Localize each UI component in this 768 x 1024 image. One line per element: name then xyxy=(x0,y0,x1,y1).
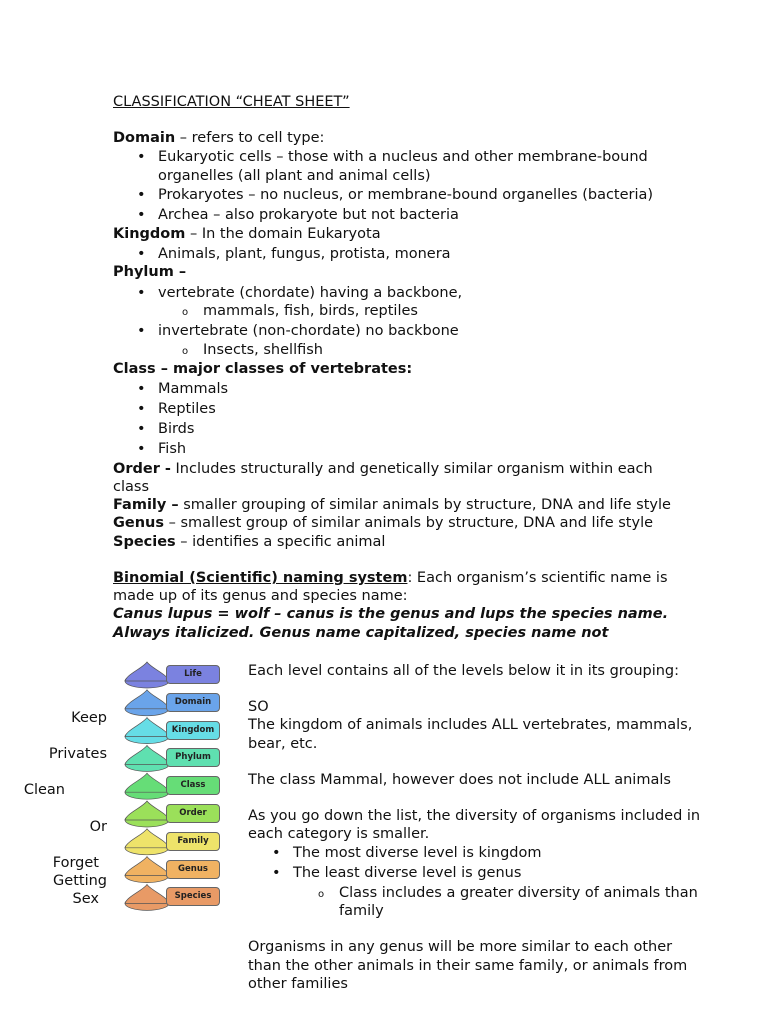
taxonomy-level-label: Family xyxy=(166,832,220,851)
order-heading xyxy=(113,460,653,479)
mnemonic-word: Getting xyxy=(53,873,107,889)
explain-kingdom: The kingdom of animals includes ALL vertebrates, mammals, xyxy=(248,717,693,733)
taxonomy-level-label: Order xyxy=(166,804,220,823)
binomial-heading xyxy=(113,569,668,588)
explain-class: The class Mammal, however does not include ALL animals xyxy=(248,772,671,788)
mnemonic-word: Clean xyxy=(23,782,65,798)
order-desc: Includes structurally and genetically similar organism within each xyxy=(170,461,653,477)
order-term: Order - xyxy=(113,461,171,477)
mnemonic-word: Forget xyxy=(52,855,99,871)
domain-heading xyxy=(113,129,324,148)
phylum-heading xyxy=(113,263,186,282)
class-heading xyxy=(113,360,412,379)
level-cone xyxy=(125,884,169,903)
level-cone xyxy=(125,662,169,681)
taxonomy-diagram xyxy=(120,658,230,918)
order-desc-continuation: class xyxy=(113,479,149,495)
page-title: CLASSIFICATION “CHEAT SHEET” xyxy=(113,94,350,110)
explain-kingdom-cont: bear, etc. xyxy=(248,736,318,752)
family-desc: smaller grouping of similar animals by structure, DNA and life style xyxy=(178,497,671,513)
family-heading xyxy=(113,496,671,515)
genus-desc: – smallest group of similar animals by structure, DNA and life style xyxy=(164,515,654,531)
explain-genus-cont2: other families xyxy=(248,976,348,988)
mnemonic-word: Or xyxy=(89,819,107,835)
taxonomy-shapes xyxy=(120,658,170,918)
taxonomy-level-label: Domain xyxy=(166,693,220,712)
taxonomy-level-label: Phylum xyxy=(166,748,220,767)
kingdom-desc: – In the domain Eukaryota xyxy=(185,226,381,242)
explain-intro: Each level contains all of the levels below it in its grouping: xyxy=(248,663,680,679)
level-cone xyxy=(125,857,169,876)
level-cone xyxy=(125,801,169,820)
kingdom-heading xyxy=(113,225,381,244)
explain-diversity-cont: each category is smaller. xyxy=(248,826,430,842)
list-item-continuation: organelles (all plant and animal cells) xyxy=(158,168,431,184)
binomial-desc: : Each organism’s scientific name is xyxy=(407,570,668,586)
level-cone xyxy=(125,745,169,764)
binomial-desc-continuation: made up of its genus and species name: xyxy=(113,588,408,604)
explain-genus: Organisms in any genus will be more similar to each other xyxy=(248,939,673,955)
phylum-term: Phylum – xyxy=(113,264,187,280)
species-desc: – identifies a specific animal xyxy=(175,534,386,550)
taxonomy-level-label: Genus xyxy=(166,860,220,879)
level-cone xyxy=(125,773,169,792)
genus-heading xyxy=(113,514,653,533)
explain-so: SO xyxy=(248,699,269,715)
taxonomy-level-label: Kingdom xyxy=(166,721,220,740)
explain-diversity: As you go down the list, the diversity of organisms included in xyxy=(248,808,701,824)
species-heading xyxy=(113,533,385,552)
explain-genus-cont: than the other animals in their same family, or animals from xyxy=(248,958,688,974)
family-term: Family – xyxy=(113,497,179,513)
domain-desc: – refers to cell type: xyxy=(175,130,325,146)
level-cone xyxy=(125,690,169,709)
binomial-term: Binomial (Scientific) naming system xyxy=(113,570,408,586)
mnemonic-word: Keep xyxy=(71,710,107,726)
taxonomy-level-label: Species xyxy=(166,887,220,906)
taxonomy-level-label: Life xyxy=(166,665,220,684)
class-term: Class – major classes of vertebrates: xyxy=(113,361,413,377)
binomial-example: Canus lupus = wolf – canus is the genus and lups the species name. xyxy=(113,606,669,622)
genus-term: Genus xyxy=(113,515,165,531)
level-cone xyxy=(125,718,169,737)
binomial-rules: Always italicized. Genus name capitalized, species name not xyxy=(113,625,609,641)
kingdom-term: Kingdom xyxy=(113,226,186,242)
level-cone xyxy=(125,829,169,848)
mnemonic-word: Privates xyxy=(48,746,107,762)
taxonomy-level-label: Class xyxy=(166,776,220,795)
mnemonic-word: Sex xyxy=(72,891,99,907)
species-term: Species xyxy=(113,534,176,550)
sub-list-item-continuation: family xyxy=(339,903,384,919)
domain-term: Domain xyxy=(113,130,176,146)
